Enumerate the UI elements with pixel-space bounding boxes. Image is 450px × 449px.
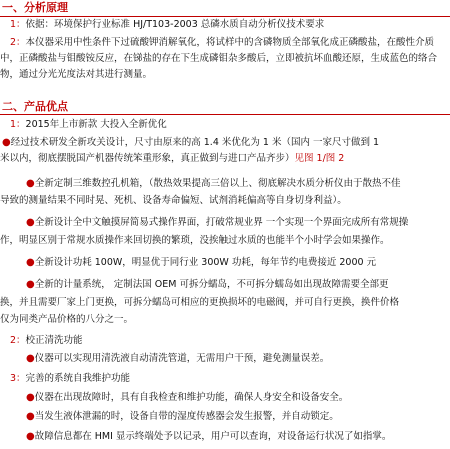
s2-sub-3-text: 完善的系统自我维护功能: [25, 373, 131, 384]
section1-heading: 一、分析原理: [2, 1, 68, 14]
p9-line: [26, 430, 450, 443]
s1-item-1: [10, 18, 450, 31]
s1-item-1-num: 1：: [10, 19, 26, 30]
p3-text-1: 全新设计全中文触摸屏简易式操作界面，打破常规业界 一个实现一个界面完成所有常规操: [34, 217, 409, 228]
section2-heading: 二、产品优点: [2, 100, 68, 113]
s1-cont-2: 物，通过分光光度法对其进行测量。: [0, 69, 153, 80]
p7-line: [26, 391, 450, 404]
bullet-icon: ●: [26, 257, 35, 268]
s1-item-2: [10, 36, 450, 49]
p3-line-1: [26, 216, 450, 229]
p1-line-1: [2, 136, 450, 149]
bullet-icon: ●: [26, 353, 35, 364]
s2-sub-2-num: 2：: [10, 335, 26, 346]
p1-figure-link[interactable]: 见图 1/图 2: [294, 153, 345, 164]
p5-text-1: 全新的计量系统， 定制法国 OEM 可拆分蠕岛，不可拆分蠕岛如出现故障需要全部更: [34, 279, 389, 290]
s1-item-2-num: 2：: [10, 37, 26, 48]
p2-line-1: [26, 177, 450, 190]
p4-line: [26, 256, 450, 269]
section1-rule: [0, 16, 450, 17]
bullet-icon: ●: [26, 431, 35, 442]
s2-sub-2-text: 校正清洗功能: [25, 335, 83, 346]
s2-sub-1-text: 2015年上市新款 大投入全新优化: [25, 119, 167, 130]
bullet-icon: ●: [26, 178, 35, 189]
p8-line: [26, 410, 450, 423]
p9-text: 故障信息都在 HMI 显示终端处予以记录，用户可以查询，对设备运行状况了如指掌。: [34, 431, 392, 442]
bullet-icon: ●: [26, 279, 35, 290]
s2-sub-1: [10, 118, 450, 131]
p8-text: 当发生液体泄漏的时，设备自带的湿度传感器会发生报警，并自动锁定。: [34, 411, 339, 422]
p2-text-1: 全新定制三维数控孔机箱，（散热效果提高三倍以上、彻底解决水质分析仪由于散热不佳: [34, 178, 401, 189]
p6-text: 仪器可以实现用清洗液自动清洗管道，无需用户干预，避免测量误差。: [34, 353, 330, 364]
s1-item-1-text: 依据：环境保护行业标准 HJ/T103-2003 总磷水质自动分析仪技术要求: [25, 19, 325, 30]
p5-line-3: 仅为同类产品价格的八分之一。: [0, 314, 134, 325]
s2-sub-3-num: 3：: [10, 373, 26, 384]
section2-rule: [0, 114, 450, 115]
p3-line-2: 作，明显区别于常规水质操作来回切换的繁琐，没挨触过水质的也能半个小时学会如果操作。: [0, 235, 390, 246]
p1-text-1: 经过技术研发全新攻关设计，尺寸由原来的高 1.4 米优化为 1 米（国内 一家尺寸做到 1: [10, 137, 380, 148]
p4-text: 全新设计功耗 100W，明显优于同行业 300W 功耗，每年节约电费接近 2000 元: [34, 257, 377, 268]
p5-line-2: 换，并且需要厂家上门更换，可拆分蠕岛可相应的更换损坏的电磁阀，并可自行更换，换件价格: [0, 297, 400, 308]
bullet-icon: ●: [2, 137, 11, 148]
s1-item-2-text: 本仪器采用中性条件下过硫酸钾消解氧化，将试样中的含磷物质全部氧化成正磷酸盐，在酸性介质: [25, 37, 435, 48]
s2-sub-3: [10, 372, 450, 385]
bullet-icon: ●: [26, 217, 35, 228]
p1-text-2: 米以内，彻底摆脱国产机器传统笨重形象，真正做到与进口产品齐步）: [0, 153, 295, 164]
s2-sub-1-num: 1：: [10, 119, 26, 130]
bullet-icon: ●: [26, 392, 35, 403]
bullet-icon: ●: [26, 411, 35, 422]
p7-text: 仪器在出现故障时，具有自我检查和维护功能，确保人身安全和设备安全。: [34, 392, 349, 403]
p6-line: [26, 352, 450, 365]
s1-cont-1: 中，正磷酸盐与钼酸铵反应，在锑盐的存在下生成磷钼杂多酸后，立即被抗坏血酸还原，生成蓝色的络合: [0, 53, 438, 64]
s2-sub-2: [10, 334, 450, 347]
p1-line-2: [0, 152, 450, 165]
p2-line-2: 导致的测量结果不同时晃、死机、设备寿命偏短、试剂消耗偏高等自身切身利益）。: [0, 195, 347, 206]
p5-line-1: [26, 278, 450, 291]
